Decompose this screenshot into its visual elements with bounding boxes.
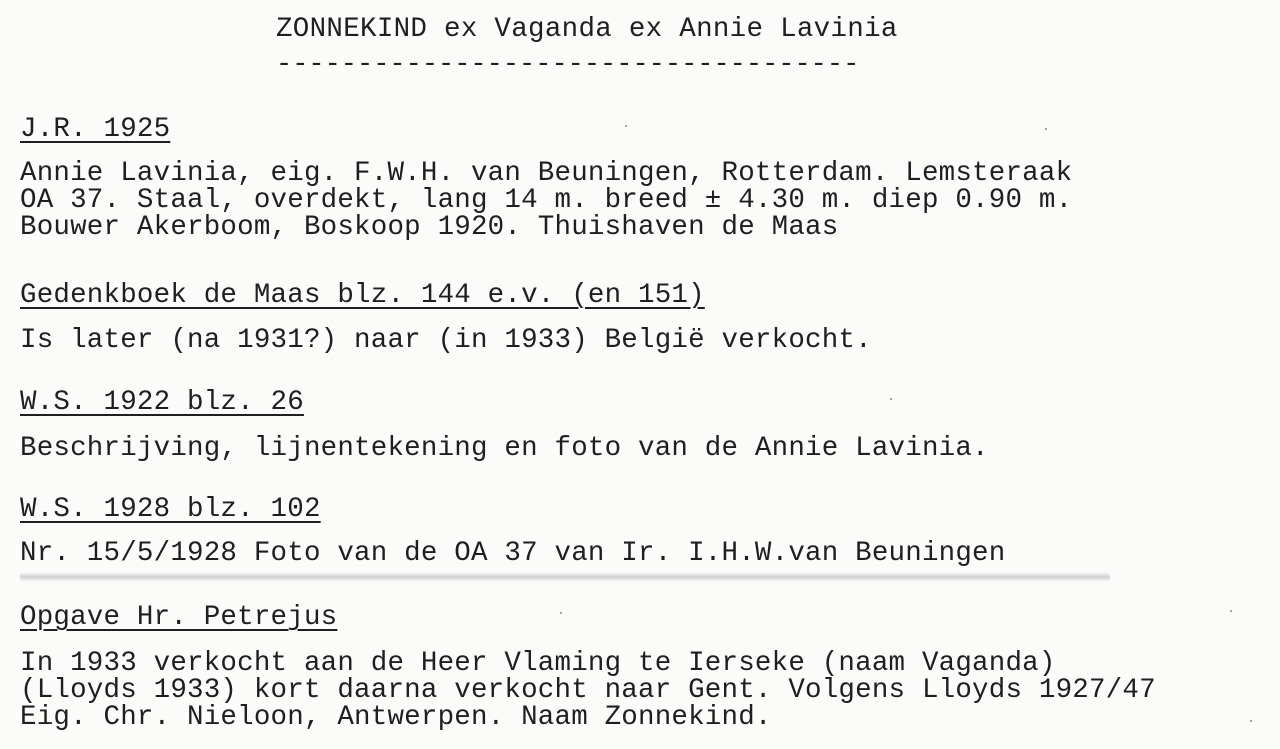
section-text-jr-1925 xyxy=(20,160,1072,241)
title-dashed-rule: ------------------------------------ xyxy=(276,50,860,80)
scan-speck xyxy=(1250,720,1252,722)
text-line: Beschrijving, lijnentekening en foto van de Annie Lavinia. xyxy=(20,433,989,464)
text-line: Is later (na 1931?) naar (in 1933) België verkocht. xyxy=(20,325,872,356)
text-line: Bouwer Akerboom, Boskoop 1920. Thuishaven de Maas xyxy=(20,212,839,243)
section-heading-ws-1928: W.S. 1928 blz. 102 xyxy=(20,494,321,525)
section-heading-ws-1922: W.S. 1922 blz. 26 xyxy=(20,387,304,418)
section-text-opgave xyxy=(20,650,1156,731)
scan-speck xyxy=(625,125,627,127)
section-heading-jr-1925: J.R. 1925 xyxy=(20,114,171,145)
scan-speck xyxy=(560,612,562,614)
section-heading-opgave: Opgave Hr. Petrejus xyxy=(20,602,338,633)
scan-speck xyxy=(1230,610,1232,612)
section-text-gedenkboek xyxy=(20,327,872,354)
text-line: In 1933 verkocht aan de Heer Vlaming te Ierseke (naam Vaganda) xyxy=(20,648,1056,679)
section-text-ws-1928 xyxy=(20,540,1005,567)
paper-smudge xyxy=(20,572,1110,582)
scan-speck xyxy=(1045,128,1047,130)
section-heading-gedenkboek: Gedenkboek de Maas blz. 144 e.v. (en 151) xyxy=(20,280,705,311)
section-text-ws-1922 xyxy=(20,435,989,462)
text-line: OA 37. Staal, overdekt, lang 14 m. breed ± 4.30 m. diep 0.90 m. xyxy=(20,185,1073,216)
text-line: Annie Lavinia, eig. F.W.H. van Beuningen, Rotterdam. Lemsteraak xyxy=(20,158,1073,189)
text-line: Eig. Chr. Nieloon, Antwerpen. Naam Zonnekind. xyxy=(20,702,772,733)
text-line: Nr. 15/5/1928 Foto van de OA 37 van Ir. I.H.W.van Beuningen xyxy=(20,538,1006,569)
scan-speck xyxy=(890,398,892,400)
text-line: (Lloyds 1933) kort daarna verkocht naar Gent. Volgens Lloyds 1927/47 xyxy=(20,675,1156,706)
document-title: ZONNEKIND ex Vaganda ex Annie Lavinia xyxy=(276,14,898,45)
